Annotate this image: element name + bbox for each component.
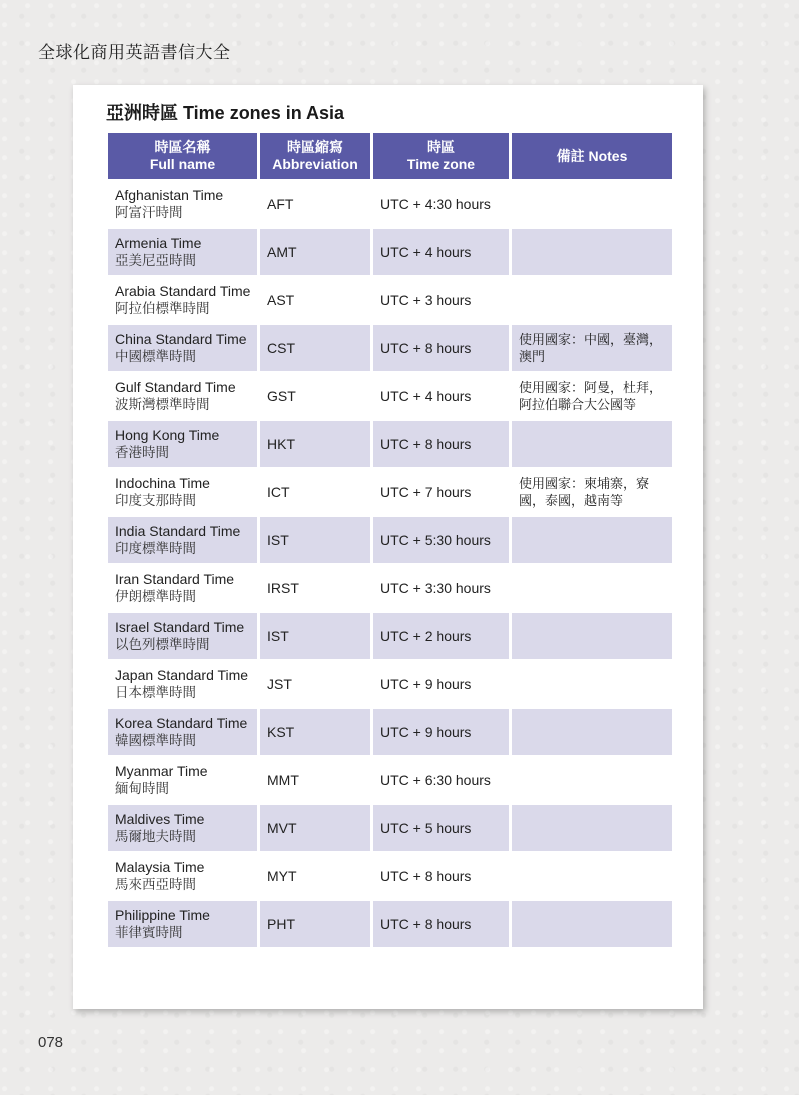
cell-notes: 使用國家：中國，臺灣，澳門 <box>512 325 672 371</box>
full-name-en: Armenia Time <box>115 235 202 251</box>
cell-full-name <box>108 181 257 227</box>
full-name-zh: 日本標準時間 <box>115 685 196 700</box>
header-abbreviation-en: Abbreviation <box>272 156 358 172</box>
full-name-zh: 阿富汗時間 <box>115 205 183 220</box>
full-name-zh: 韓國標準時間 <box>115 733 196 748</box>
cell-abbreviation: PHT <box>260 901 370 947</box>
table-row <box>108 901 672 947</box>
full-name-en: India Standard Time <box>115 523 241 539</box>
table-row <box>108 805 672 851</box>
cell-full-name <box>108 805 257 851</box>
table-row <box>108 517 672 563</box>
cell-time-zone: UTC + 5:30 hours <box>373 517 509 563</box>
full-name-en: Indochina Time <box>115 475 210 491</box>
table-row <box>108 373 672 419</box>
cell-abbreviation: MVT <box>260 805 370 851</box>
cell-notes <box>512 757 672 803</box>
cell-abbreviation: HKT <box>260 421 370 467</box>
cell-full-name <box>108 325 257 371</box>
cell-time-zone: UTC + 3 hours <box>380 291 472 308</box>
cell-full-name <box>108 565 257 611</box>
table-row <box>108 565 672 611</box>
cell-time-zone: UTC + 4 hours <box>380 387 472 404</box>
table-row <box>108 229 672 275</box>
cell-full-name <box>108 229 257 275</box>
full-name-zh: 馬來西亞時間 <box>115 877 196 892</box>
cell-full-name <box>108 277 257 323</box>
cell-full-name <box>108 661 257 707</box>
cell-notes <box>512 901 672 947</box>
book-title: 全球化商用英語書信大全 <box>38 43 231 62</box>
cell-notes <box>512 229 672 275</box>
full-name-zh: 印度支那時間 <box>115 493 196 508</box>
cell-notes <box>512 709 672 755</box>
cell-abbreviation: MYT <box>267 867 297 884</box>
cell-time-zone: UTC + 4:30 hours <box>380 195 491 212</box>
cell-abbreviation: AMT <box>260 229 370 275</box>
full-name-en: Maldives Time <box>115 811 205 827</box>
cell-time-zone: UTC + 8 hours <box>373 901 509 947</box>
cell-abbreviation: IST <box>260 613 370 659</box>
full-name-zh: 中國標準時間 <box>115 349 196 364</box>
header-time-zone-en: Time zone <box>406 156 476 172</box>
cell-time-zone: UTC + 7 hours <box>380 483 472 500</box>
cell-time-zone: UTC + 9 hours <box>380 675 472 692</box>
cell-notes <box>512 181 672 227</box>
table-row <box>108 853 672 899</box>
time-zone-table <box>105 131 675 949</box>
full-name-en: Japan Standard Time <box>115 667 249 683</box>
cell-time-zone: UTC + 5 hours <box>373 805 509 851</box>
header-abbreviation <box>260 133 370 179</box>
cell-time-zone: UTC + 8 hours <box>373 421 509 467</box>
full-name-en: Gulf Standard Time <box>115 379 236 395</box>
cell-abbreviation: IRST <box>267 579 299 596</box>
cell-notes <box>512 421 672 467</box>
full-name-en: Hong Kong Time <box>115 427 220 443</box>
page-number: 078 <box>38 1034 64 1051</box>
table-row <box>108 469 672 515</box>
full-name-zh: 馬爾地夫時間 <box>115 829 196 844</box>
full-name-en: China Standard Time <box>115 331 247 347</box>
cell-full-name <box>108 853 257 899</box>
full-name-zh: 以色列標準時間 <box>115 637 210 652</box>
full-name-zh: 波斯灣標準時間 <box>115 397 210 412</box>
full-name-en: Israel Standard Time <box>115 619 245 635</box>
header-full-name-en: Full name <box>149 156 216 172</box>
header-notes <box>512 133 672 179</box>
cell-abbreviation: KST <box>260 709 370 755</box>
header-full-name-zh: 時區名稱 <box>154 139 211 155</box>
cell-time-zone: UTC + 8 hours <box>373 325 509 371</box>
header-abbreviation-zh: 時區縮寫 <box>287 139 343 155</box>
table-row <box>108 613 672 659</box>
cell-full-name <box>108 901 257 947</box>
table-row <box>108 277 672 323</box>
cell-notes <box>512 277 672 323</box>
cell-notes <box>512 517 672 563</box>
full-name-en: Myanmar Time <box>115 763 208 779</box>
full-name-en: Iran Standard Time <box>115 571 235 587</box>
cell-time-zone: UTC + 6:30 hours <box>380 771 491 788</box>
header-time-zone-zh: 時區 <box>427 139 455 155</box>
cell-full-name <box>108 469 257 515</box>
table-row <box>108 709 672 755</box>
cell-abbreviation: ICT <box>267 483 290 500</box>
cell-full-name <box>108 613 257 659</box>
full-name-zh: 緬甸時間 <box>115 781 169 796</box>
full-name-en: Afghanistan Time <box>115 187 224 203</box>
cell-abbreviation: JST <box>267 675 292 692</box>
table-row <box>108 661 672 707</box>
cell-full-name <box>108 373 257 419</box>
card-title: 亞洲時區 Time zones in Asia <box>106 103 345 123</box>
cell-full-name <box>108 709 257 755</box>
cell-notes <box>512 565 672 611</box>
table-row <box>108 181 672 227</box>
table-row <box>108 421 672 467</box>
cell-abbreviation: AST <box>267 291 295 308</box>
full-name-zh: 香港時間 <box>115 445 169 460</box>
full-name-en: Philippine Time <box>115 907 210 923</box>
full-name-en: Korea Standard Time <box>115 715 248 731</box>
cell-full-name <box>108 517 257 563</box>
header-time-zone <box>373 133 509 179</box>
cell-time-zone: UTC + 2 hours <box>373 613 509 659</box>
cell-notes: 使用國家：阿曼，杜拜，阿拉伯聯合大公國等 <box>519 380 663 412</box>
full-name-en: Malaysia Time <box>115 859 205 875</box>
cell-abbreviation: MMT <box>267 771 299 788</box>
table-row <box>108 325 672 371</box>
cell-time-zone: UTC + 4 hours <box>373 229 509 275</box>
cell-abbreviation: CST <box>260 325 370 371</box>
cell-full-name <box>108 757 257 803</box>
cell-time-zone: UTC + 9 hours <box>373 709 509 755</box>
full-name-en: Arabia Standard Time <box>115 283 251 299</box>
table-header-row <box>108 133 672 179</box>
time-zone-card <box>73 85 703 1009</box>
full-name-zh: 亞美尼亞時間 <box>115 253 196 268</box>
cell-notes <box>512 613 672 659</box>
header-full-name <box>108 133 257 179</box>
full-name-zh: 菲律賓時間 <box>115 925 183 940</box>
cell-time-zone: UTC + 3:30 hours <box>380 579 491 596</box>
cell-abbreviation: IST <box>260 517 370 563</box>
cell-full-name <box>108 421 257 467</box>
full-name-zh: 伊朗標準時間 <box>115 589 196 604</box>
cell-abbreviation: AFT <box>267 195 294 212</box>
cell-notes <box>512 853 672 899</box>
cell-abbreviation: GST <box>267 387 296 404</box>
full-name-zh: 印度標準時間 <box>115 541 196 556</box>
full-name-zh: 阿拉伯標準時間 <box>115 301 210 316</box>
cell-time-zone: UTC + 8 hours <box>380 867 472 884</box>
header-notes-label: 備註 Notes <box>556 147 628 164</box>
cell-notes <box>512 805 672 851</box>
cell-notes <box>512 661 672 707</box>
table-row <box>108 757 672 803</box>
cell-notes: 使用國家：柬埔寨，寮國，泰國，越南等 <box>519 476 650 508</box>
